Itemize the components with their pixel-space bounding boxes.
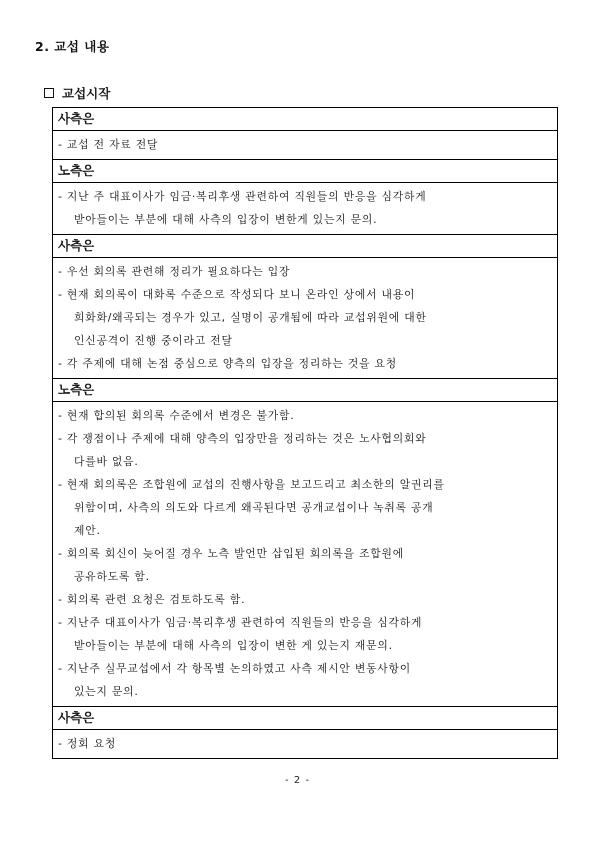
statement-line: - 정회 요청 xyxy=(58,737,117,750)
speaker-header: 노측은 xyxy=(53,379,557,402)
statement-line: - 회의록 관련 요청은 검토하도록 함. xyxy=(58,593,246,606)
statement-line: - 지난주 대표이사가 임금·복리후생 관련하여 직원들의 반응을 심각하게 xyxy=(58,616,423,629)
statement-line: - 각 주제에 대해 논점 중심으로 양측의 입장을 정리하는 것을 요청 xyxy=(58,357,397,370)
statement-line: - 현재 회의록이 대화록 수준으로 작성되다 보니 온라인 상에서 내용이 xyxy=(58,288,416,301)
page-number: - 2 - xyxy=(285,775,310,786)
statement-line: 다를바 없음. xyxy=(74,455,139,468)
speaker-header: 사측은 xyxy=(53,235,557,258)
statement-line: - 우선 회의록 관련해 정리가 필요하다는 입장 xyxy=(58,265,291,278)
statement-line: 위함이며, 사측의 의도와 다르게 왜곡된다면 공개교섭이나 녹취록 공개 xyxy=(74,501,434,514)
statement-item xyxy=(58,260,553,283)
statement-item xyxy=(58,657,553,703)
statement-line: 제안. xyxy=(74,524,101,537)
statement-item xyxy=(58,404,553,427)
section-title: 2. 교섭 내용 xyxy=(35,39,110,54)
statement-line: 공유하도록 함. xyxy=(74,570,150,583)
statement-item xyxy=(58,427,553,473)
statement-line: 인신공격이 진행 중이라고 전달 xyxy=(74,334,233,347)
statement-list xyxy=(53,183,557,235)
statement-line: 받아들이는 부분에 대해 사측의 입장이 변한게 있는지 문의. xyxy=(74,213,378,226)
statement-item xyxy=(58,542,553,588)
statement-line: - 지난주 실무교섭에서 각 항목별 논의하였고 사측 제시안 변동사항이 xyxy=(58,662,411,675)
statement-list xyxy=(53,131,557,160)
speaker-header: 사측은 xyxy=(53,108,557,131)
statement-item xyxy=(58,611,553,657)
statement-line: - 각 쟁점이나 주제에 대해 양측의 입장만을 정리하는 것은 노사협의회와 xyxy=(58,432,427,445)
statement-item xyxy=(58,185,553,231)
statement-line: 희화화/왜곡되는 경우가 있고, 실명이 공개됨에 따라 교섭위원에 대한 xyxy=(74,311,427,324)
statement-item xyxy=(58,283,553,352)
speaker-header: 사측은 xyxy=(53,707,557,730)
subsection-title: 교섭시작 xyxy=(62,86,111,101)
subsection-heading xyxy=(44,84,110,102)
statement-line: - 회의록 회신이 늦어질 경우 노측 발언만 삽입된 회의록을 조합원에 xyxy=(58,547,404,560)
statement-line: - 현재 회의록은 조합원에 교섭의 진행사항을 보고드리고 최소한의 알권리를 xyxy=(58,478,445,491)
statement-list xyxy=(53,258,557,379)
statement-line: 받아들이는 부분에 대해 사측의 입장이 변한 게 있는지 재문의. xyxy=(74,639,393,652)
statement-line: - 교섭 전 자료 전달 xyxy=(58,138,159,151)
negotiation-minutes-table xyxy=(52,107,558,759)
speaker-header: 노측은 xyxy=(53,160,557,183)
statement-item xyxy=(58,588,553,611)
statement-line: 있는지 문의. xyxy=(74,685,139,698)
statement-line: - 지난 주 대표이사가 임금·복리후생 관련하여 직원들의 반응을 심각하게 xyxy=(58,190,427,203)
statement-line: - 현재 합의된 회의록 수준에서 변경은 불가함. xyxy=(58,409,295,422)
statement-list xyxy=(53,730,557,759)
statement-list xyxy=(53,402,557,707)
statement-item xyxy=(58,732,553,755)
checkbox-square-icon xyxy=(44,88,54,98)
statement-item xyxy=(58,473,553,542)
statement-item xyxy=(58,133,553,156)
statement-item xyxy=(58,352,553,375)
